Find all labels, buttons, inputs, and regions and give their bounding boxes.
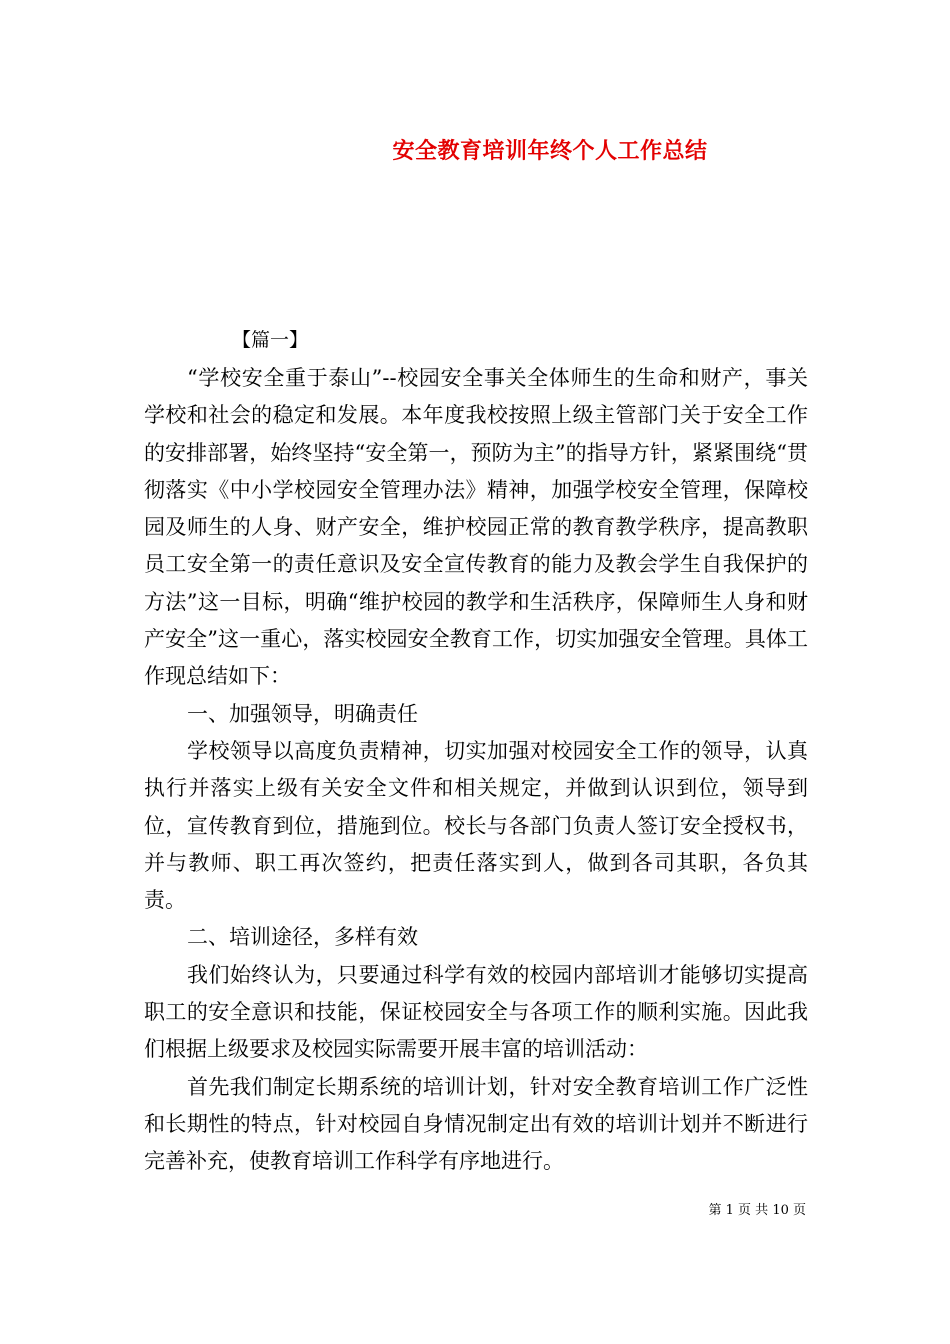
document-title: 安全教育培训年终个人工作总结 bbox=[392, 138, 708, 164]
section-heading-leadership: 一、加强领导，明确责任 bbox=[187, 701, 419, 726]
section-heading-training: 二、培训途径，多样有效 bbox=[187, 925, 419, 950]
paragraph-intro: “学校安全重于泰山”--校园安全事关全体师生的生命和财产，事关学校和社会的稳定和发展。本年度我校按照上级主管部门关于安全工作的安排部署，始终坚持“安全第一，预防为主”的指导方针，紧紧围绕“贯彻落实《中小学校园安全管理办法》精神，加强学校安全管理，保障校园及师生的人身、财产安全，维护校园正常的教育教学秩序，提高教职员工安全第一的责任意识及安全宣传教育的能力及教会学生自我保护的方法”这一目标，明确“维护校园的教学和生活秩序，保障师生人身和财产安全”这一重心，落实校园安全教育工作，切实加强安全管理。具体工作现总结如下： bbox=[144, 366, 808, 689]
section-marker: 【篇一】 bbox=[232, 329, 309, 351]
paragraph-training-plan: 首先我们制定长期系统的培训计划，针对安全教育培训工作广泛性和长期性的特点，针对校园自身情况制定出有效的培训计划并不断进行完善补充，使教育培训工作科学有序地进行。 bbox=[144, 1074, 808, 1174]
paragraph-training: 我们始终认为，只要通过科学有效的校园内部培训才能够切实提高职工的安全意识和技能，保证校园安全与各项工作的顺利实施。因此我们根据上级要求及校园实际需要开展丰富的培训活动： bbox=[144, 962, 808, 1062]
page-number-footer: 第 1 页 共 10 页 bbox=[708, 1203, 806, 1218]
document-body bbox=[144, 360, 808, 1181]
paragraph-leadership: 学校领导以高度负责精神，切实加强对校园安全工作的领导，认真执行并落实上级有关安全文件和相关规定，并做到认识到位，领导到位，宣传教育到位，措施到位。校长与各部门负责人签订安全授权书，并与教师、职工再次签约，把责任落实到人，做到各司其职，各负其责。 bbox=[144, 738, 808, 913]
